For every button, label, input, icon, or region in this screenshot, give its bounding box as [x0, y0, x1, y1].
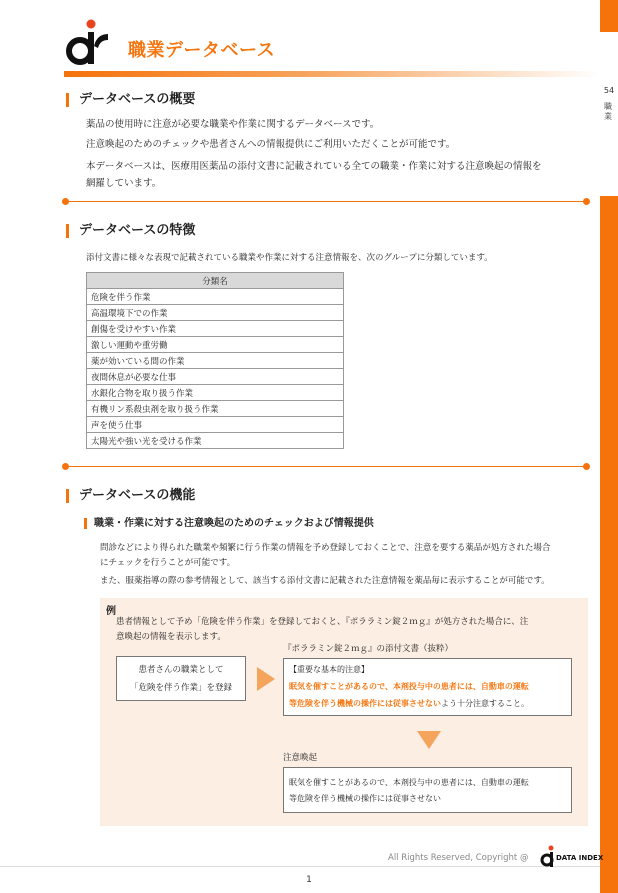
overview-text-1: 薬品の使用時に注意が必要な職業や作業に関するデータベースです。 — [86, 119, 380, 130]
example-desc-b: 意喚起の情報を表示します。 — [116, 632, 226, 642]
side-accent-bar — [600, 196, 618, 893]
table-row: 高温環境下での作業 — [87, 305, 344, 321]
table-row: 夜間休息が必要な仕事 — [87, 369, 344, 385]
page-title: 職業データベース — [128, 40, 276, 61]
arrow-down-icon — [417, 731, 441, 749]
alert-box: 眠気を催すことがあるので、本剤投与中の患者には、自動車の運転 等危険を伴う機械の操作には従事させない — [283, 767, 572, 813]
arrow-right-icon — [257, 667, 275, 691]
table-row: 声を使う仕事 — [87, 417, 344, 433]
example-label: 例 — [106, 606, 116, 617]
company-logo-icon — [64, 18, 108, 68]
table-row: 創傷を受けやすい作業 — [87, 321, 344, 337]
overview-text-2: 注意喚起のためのチェックや患者さんへの情報提供にご利用いただくことが可能です。 — [86, 139, 456, 150]
features-intro: 添付文書に様々な表現で記載されている職業や作業に対する注意情報を、次のグループに分類しています。 — [86, 253, 493, 263]
table-row: 薬が効いている間の作業 — [87, 353, 344, 369]
copyright-text: All Rights Reserved, Copyright @ — [388, 853, 529, 863]
alert-title: 注意喚起 — [283, 753, 318, 763]
overview-heading: データベースの概要 — [66, 93, 195, 107]
footer-divider — [0, 866, 600, 867]
functions-heading: データベースの機能 — [66, 489, 195, 503]
package-insert-title: 『ポララミン錠２ｍｇ』の添付文書（抜粋） — [283, 644, 454, 654]
dataindex-logo — [540, 844, 604, 870]
title-underline — [64, 71, 600, 77]
overview-text-3a: 本データベースは、医療用医薬品の添付文書に記載されている全ての職業・作業に対する注意喚起の情報を — [86, 161, 542, 172]
overview-text-3b: 網羅しています。 — [86, 178, 162, 189]
section-separator — [66, 466, 586, 467]
page-number: 1 — [306, 875, 312, 885]
patient-registration-box: 患者さんの職業として 「危険を伴う作業」を登録 — [116, 656, 246, 701]
features-heading: データベースの特徴 — [66, 224, 195, 238]
side-accent-bar-top — [600, 0, 618, 32]
side-tab-label: 職業 — [604, 102, 612, 121]
section-separator — [66, 201, 586, 202]
separator-dot — [583, 463, 590, 470]
table-row: 危険を伴う作業 — [87, 289, 344, 305]
table-row: 太陽光や強い光を受ける作業 — [87, 433, 344, 449]
functions-subheading: 職業・作業に対する注意喚起のためのチェックおよび情報提供 — [84, 518, 374, 529]
functions-text-1b: にチェックを行うことが可能です。 — [100, 558, 236, 568]
category-table — [86, 272, 344, 449]
table-row: 水銀化合物を取り扱う作業 — [87, 385, 344, 401]
dataindex-logo-text: DATA INDEX — [556, 854, 604, 862]
functions-text-1a: 問診などにより得られた職業や頻繁に行う作業の情報を予め登録しておくことで、注意を要する薬品が処方された場合 — [100, 543, 551, 553]
example-desc-a: 患者情報として予め「危険を伴う作業」を登録しておくと、『ポララミン錠２ｍｇ』が処方された場合に、注 — [116, 617, 529, 627]
functions-text-2: また、服薬指導の際の参考情報として、該当する添付文書に記載された注意情報を薬品毎に表示することが可能です。 — [100, 576, 550, 586]
table-row: 激しい運動や重労働 — [87, 337, 344, 353]
table-row: 有機リン系殺虫剤を取り扱う作業 — [87, 401, 344, 417]
package-insert-box: 【重要な基本的注意】 眠気を催すことがあるので、本剤投与中の患者には、自動車の運転 等危険を伴う機械の操作には従事させないよう十分注意すること。 — [283, 658, 572, 716]
category-table-header: 分類名 — [87, 273, 344, 289]
separator-dot — [583, 198, 590, 205]
side-page-number: 54 — [603, 86, 615, 95]
